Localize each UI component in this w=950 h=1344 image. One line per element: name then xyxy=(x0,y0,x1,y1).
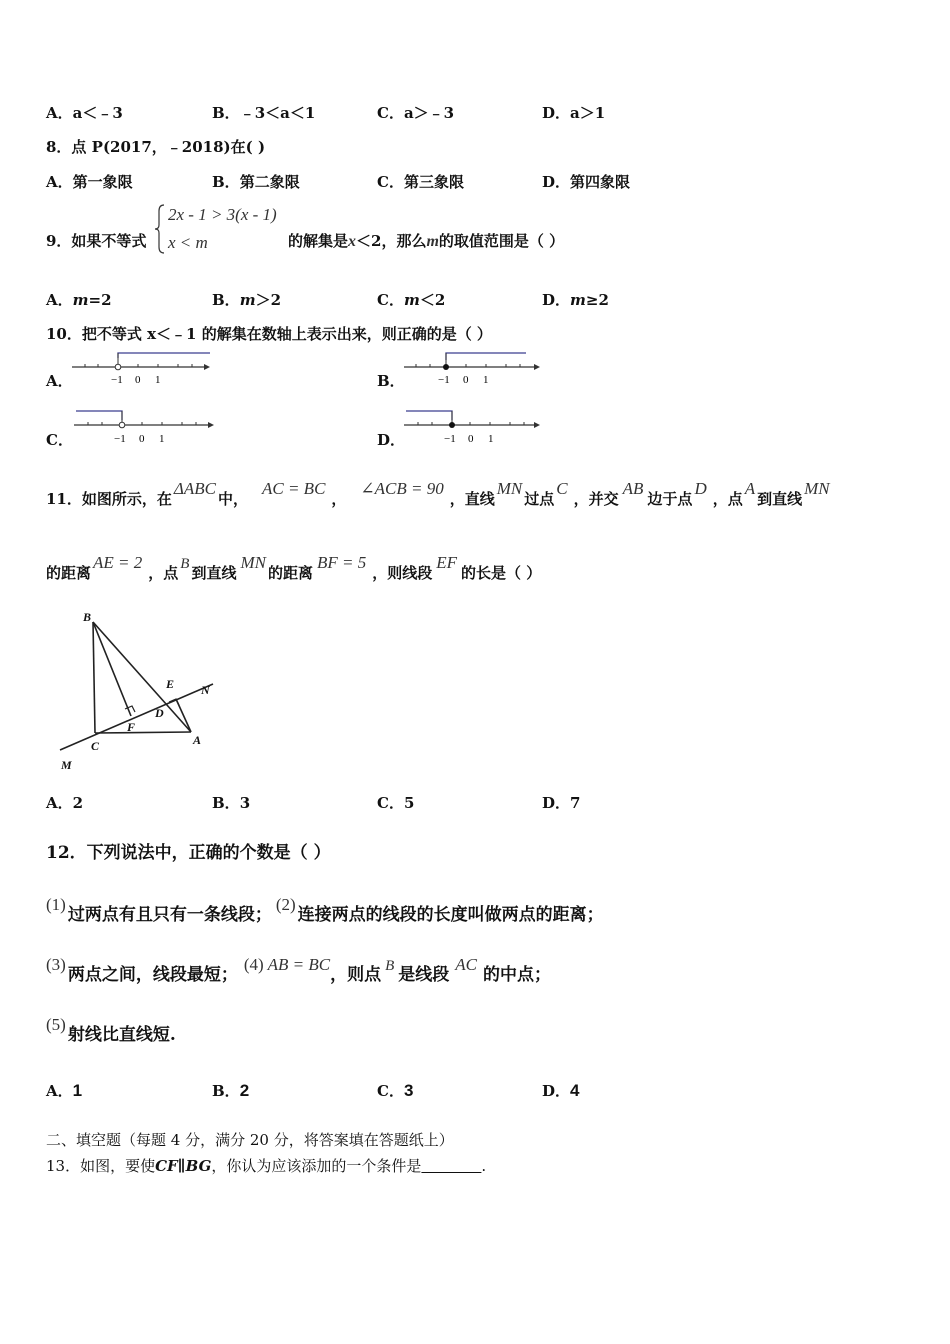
q11-geometry-figure xyxy=(55,608,220,773)
q9-prefix: 9．如果不等式 xyxy=(46,232,147,250)
q12-option-a: A．1 xyxy=(46,1081,83,1100)
q11-option-d: D．7 xyxy=(542,794,581,812)
q10-option-b-number-line xyxy=(402,350,542,390)
svg-text:0: 0 xyxy=(135,374,141,386)
svg-text:−1: −1 xyxy=(438,374,450,386)
q9-option-a: A．m=2 xyxy=(46,291,112,309)
q9-system-line1: 2x - 1 > 3(x - 1) xyxy=(168,205,277,224)
q11-stem-line1: 11．如图所示，在 ΔABC 中， AC = BC ， ∠ACB = 90 ，直线 MN 过点 C ，并交 AB 边于点 D ，点 A 到直线 MN xyxy=(46,479,830,508)
svg-text:E: E xyxy=(166,677,175,691)
line-mn xyxy=(60,684,213,750)
q7-option-c: C．a＞﹣3 xyxy=(377,104,455,122)
q7-option-b: B．﹣3＜a＜1 xyxy=(212,104,316,122)
q9-option-b: B．m＞2 xyxy=(212,291,281,309)
q12-option-d: D．4 xyxy=(542,1081,580,1100)
q9-suffix: 的解集是 x ＜2，那么 m 的取值范围是（ ） xyxy=(288,232,565,250)
q9-option-d: D．m≥2 xyxy=(542,291,609,309)
q12-statements-1-2: (1) 过两点有且只有一条线段； (2) 连接两点的线段的长度叫做两点的距离； xyxy=(46,895,604,925)
q10-option-a-letter: A． xyxy=(46,372,73,390)
svg-text:N: N xyxy=(201,683,210,697)
q9-option-c: C．m＜2 xyxy=(377,291,446,309)
q12-statements-3-4: (3) 两点之间，线段最短； (4) AB = BC ，则点 B 是线段 AC 的中点； xyxy=(46,955,552,985)
q12-option-c: C．3 xyxy=(377,1081,414,1100)
q10-stem: 10．把不等式 x＜﹣1 的解集在数轴上表示出来，则正确的是（ ） xyxy=(46,325,492,343)
q9-brace-icon xyxy=(154,203,166,255)
q12-stem: 12．下列说法中，正确的个数是（ ） xyxy=(46,843,331,863)
q13-answer-blank[interactable]: ________ xyxy=(421,1157,482,1175)
q11-option-a: A．2 xyxy=(46,794,84,812)
svg-text:0: 0 xyxy=(468,433,474,445)
q10-option-d-number-line xyxy=(402,408,547,448)
q10-option-c-number-line xyxy=(70,408,215,448)
q11-stem-line2: 的距离 AE = 2 ，点 B 到直线 MN 的距离 BF = 5 ，则线段 EF 的长是（ ） xyxy=(46,553,542,582)
svg-text:1: 1 xyxy=(488,433,494,445)
q10-option-d-letter: D． xyxy=(377,431,406,449)
svg-text:1: 1 xyxy=(159,433,165,445)
q9-system-line2: x < m xyxy=(168,233,208,252)
svg-text:A: A xyxy=(193,733,202,747)
q8-option-c: C．第三象限 xyxy=(377,173,464,191)
q12-statement-5: (5) 射线比直线短. xyxy=(46,1015,176,1045)
svg-text:B: B xyxy=(83,610,92,624)
q12-option-b: B．2 xyxy=(212,1081,250,1100)
q13-stem: 13．如图，要使 CF∥BG ，你认为应该添加的一个条件是 ________ . xyxy=(46,1157,487,1175)
svg-text:C: C xyxy=(91,739,100,753)
q7-option-d: D．a＞1 xyxy=(542,104,606,122)
svg-text:M: M xyxy=(61,758,72,772)
svg-text:−1: −1 xyxy=(444,433,456,445)
q7-option-a: A．a＜﹣3 xyxy=(46,104,123,122)
svg-text:−1: −1 xyxy=(111,374,123,386)
q8-option-a: A．第一象限 xyxy=(46,173,133,191)
svg-text:0: 0 xyxy=(139,433,145,445)
q8-option-d: D．第四象限 xyxy=(542,173,631,191)
svg-text:D: D xyxy=(155,706,164,720)
q8-option-b: B．第二象限 xyxy=(212,173,300,191)
q11-option-c: C．5 xyxy=(377,794,415,812)
svg-text:1: 1 xyxy=(155,374,161,386)
svg-text:0: 0 xyxy=(463,374,469,386)
q10-option-b-letter: B． xyxy=(377,372,405,390)
q11-option-b: B．3 xyxy=(212,794,251,812)
svg-text:1: 1 xyxy=(483,374,489,386)
q10-option-a-number-line xyxy=(70,350,210,390)
q10-option-c-letter: C． xyxy=(46,431,73,449)
section-2-title: 二、填空题（每题 4 分，满分 20 分，将答案填在答题纸上） xyxy=(46,1131,454,1149)
svg-text:F: F xyxy=(127,720,136,734)
q8-stem: 8．点 P(2017，﹣2018)在( ) xyxy=(46,138,266,156)
svg-text:−1: −1 xyxy=(114,433,126,445)
